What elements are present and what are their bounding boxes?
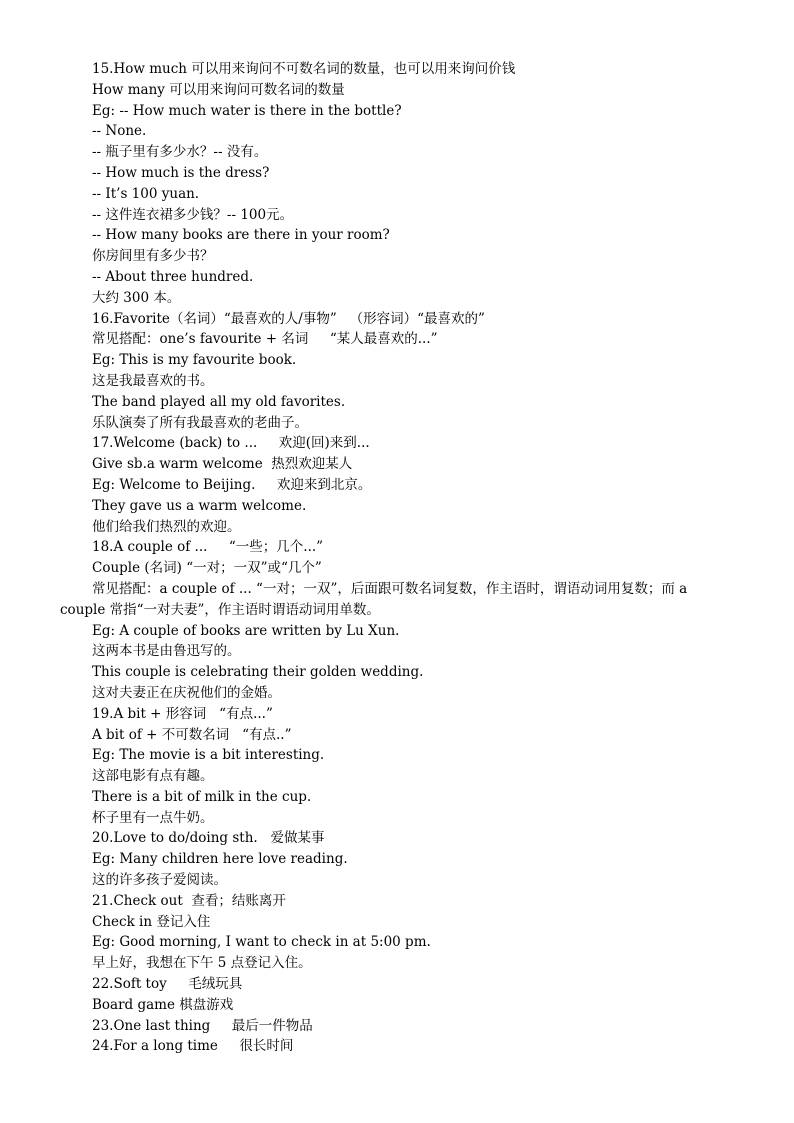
text-line: 这是我最喜欢的书。 xyxy=(92,372,214,389)
text-line: 19.A bit + 形容词 “有点...” xyxy=(92,705,273,722)
text-line: 21.Check out 查看；结账离开 xyxy=(92,892,286,909)
text-line: They gave us a warm welcome. xyxy=(92,497,307,514)
text-line: 早上好，我想在下午 5 点登记入住。 xyxy=(92,955,312,972)
text-line: How many 可以用来询问可数名词的数量 xyxy=(92,81,345,98)
text-line: 乐队演奏了所有我最喜欢的老曲子。 xyxy=(92,414,308,431)
text-line: Board game 棋盘游戏 xyxy=(92,996,234,1013)
text-line: Eg: Good morning, I want to check in at 5:00 pm. xyxy=(92,934,431,951)
text-line: 大约 300 本。 xyxy=(92,289,181,306)
text-line: 23.One last thing 最后一件物品 xyxy=(92,1017,313,1034)
text-line: 24.For a long time 很长时间 xyxy=(92,1038,294,1055)
text-line: 他们给我们热烈的欢迎。 xyxy=(92,518,241,535)
text-line: Eg: Welcome to Beijing. 欢迎来到北京。 xyxy=(92,476,372,493)
text-line: Eg: The movie is a bit interesting. xyxy=(92,747,325,764)
text-line: -- It’s 100 yuan. xyxy=(92,185,200,202)
wrapped-paragraph: 常见搭配：a couple of ... “一对；一双”，后面跟可数名词复数，作主语时，谓语动词用复数；而 a couple 常指“一对夫妻”，作主语时谓语动词用单数。 xyxy=(60,580,688,618)
text-line: 常见搭配：one’s favourite + 名词 “某人最喜欢的...” xyxy=(92,331,438,348)
text-line: A bit of + 不可数名词 “有点..” xyxy=(92,726,292,743)
document-body xyxy=(0,59,794,1057)
text-line: 这部电影有点有趣。 xyxy=(92,768,214,785)
text-line: 15.How much 可以用来询问不可数名词的数量，也可以用来询问价钱 xyxy=(92,61,516,77)
text-line: The band played all my old favorites. xyxy=(92,393,346,410)
text-line: 20.Love to do/doing sth. 爱做某事 xyxy=(92,830,325,847)
text-line: Eg: A couple of books are written by Lu Xun. xyxy=(92,622,400,639)
text-line: -- 瓶子里有多少水？-- 没有。 xyxy=(92,144,268,161)
text-line: Give sb.a warm welcome 热烈欢迎某人 xyxy=(92,456,353,473)
text-line: This couple is celebrating their golden wedding. xyxy=(92,664,424,681)
text-line: 22.Soft toy 毛绒玩具 xyxy=(92,976,243,993)
text-line: 这的许多孩子爱阅读。 xyxy=(92,872,227,889)
text-line: -- About three hundred. xyxy=(92,268,254,285)
text-line: 18.A couple of ... “一些；几个...” xyxy=(92,539,324,556)
text-line: -- None. xyxy=(92,123,147,140)
text-line: 16.Favorite（名词）“最喜欢的人/事物” （形容词）“最喜欢的” xyxy=(92,310,485,327)
text-line: Eg: Many children here love reading. xyxy=(92,851,348,868)
text-line: 这两本书是由鲁迅写的。 xyxy=(92,643,241,660)
text-line: 你房间里有多少书？ xyxy=(92,248,214,265)
text-line: 杯子里有一点牛奶。 xyxy=(92,809,214,826)
text-line: -- How many books are there in your room? xyxy=(92,227,390,244)
text-line: 17.Welcome (back) to ... 欢迎(回)来到... xyxy=(92,435,370,452)
text-line: Eg: This is my favourite book. xyxy=(92,352,297,369)
text-line: 这对夫妻正在庆祝他们的金婚。 xyxy=(92,684,281,701)
text-line: Eg: -- How much water is there in the bottle? xyxy=(92,102,402,119)
text-line: There is a bit of milk in the cup. xyxy=(92,788,312,805)
text-line: -- 这件连衣裙多少钱？-- 100元。 xyxy=(92,206,294,223)
text-line: Check in 登记入住 xyxy=(92,913,211,930)
text-line: Couple (名词) “一对；一双”或“几个” xyxy=(92,560,322,577)
text-line: -- How much is the dress? xyxy=(92,164,270,181)
